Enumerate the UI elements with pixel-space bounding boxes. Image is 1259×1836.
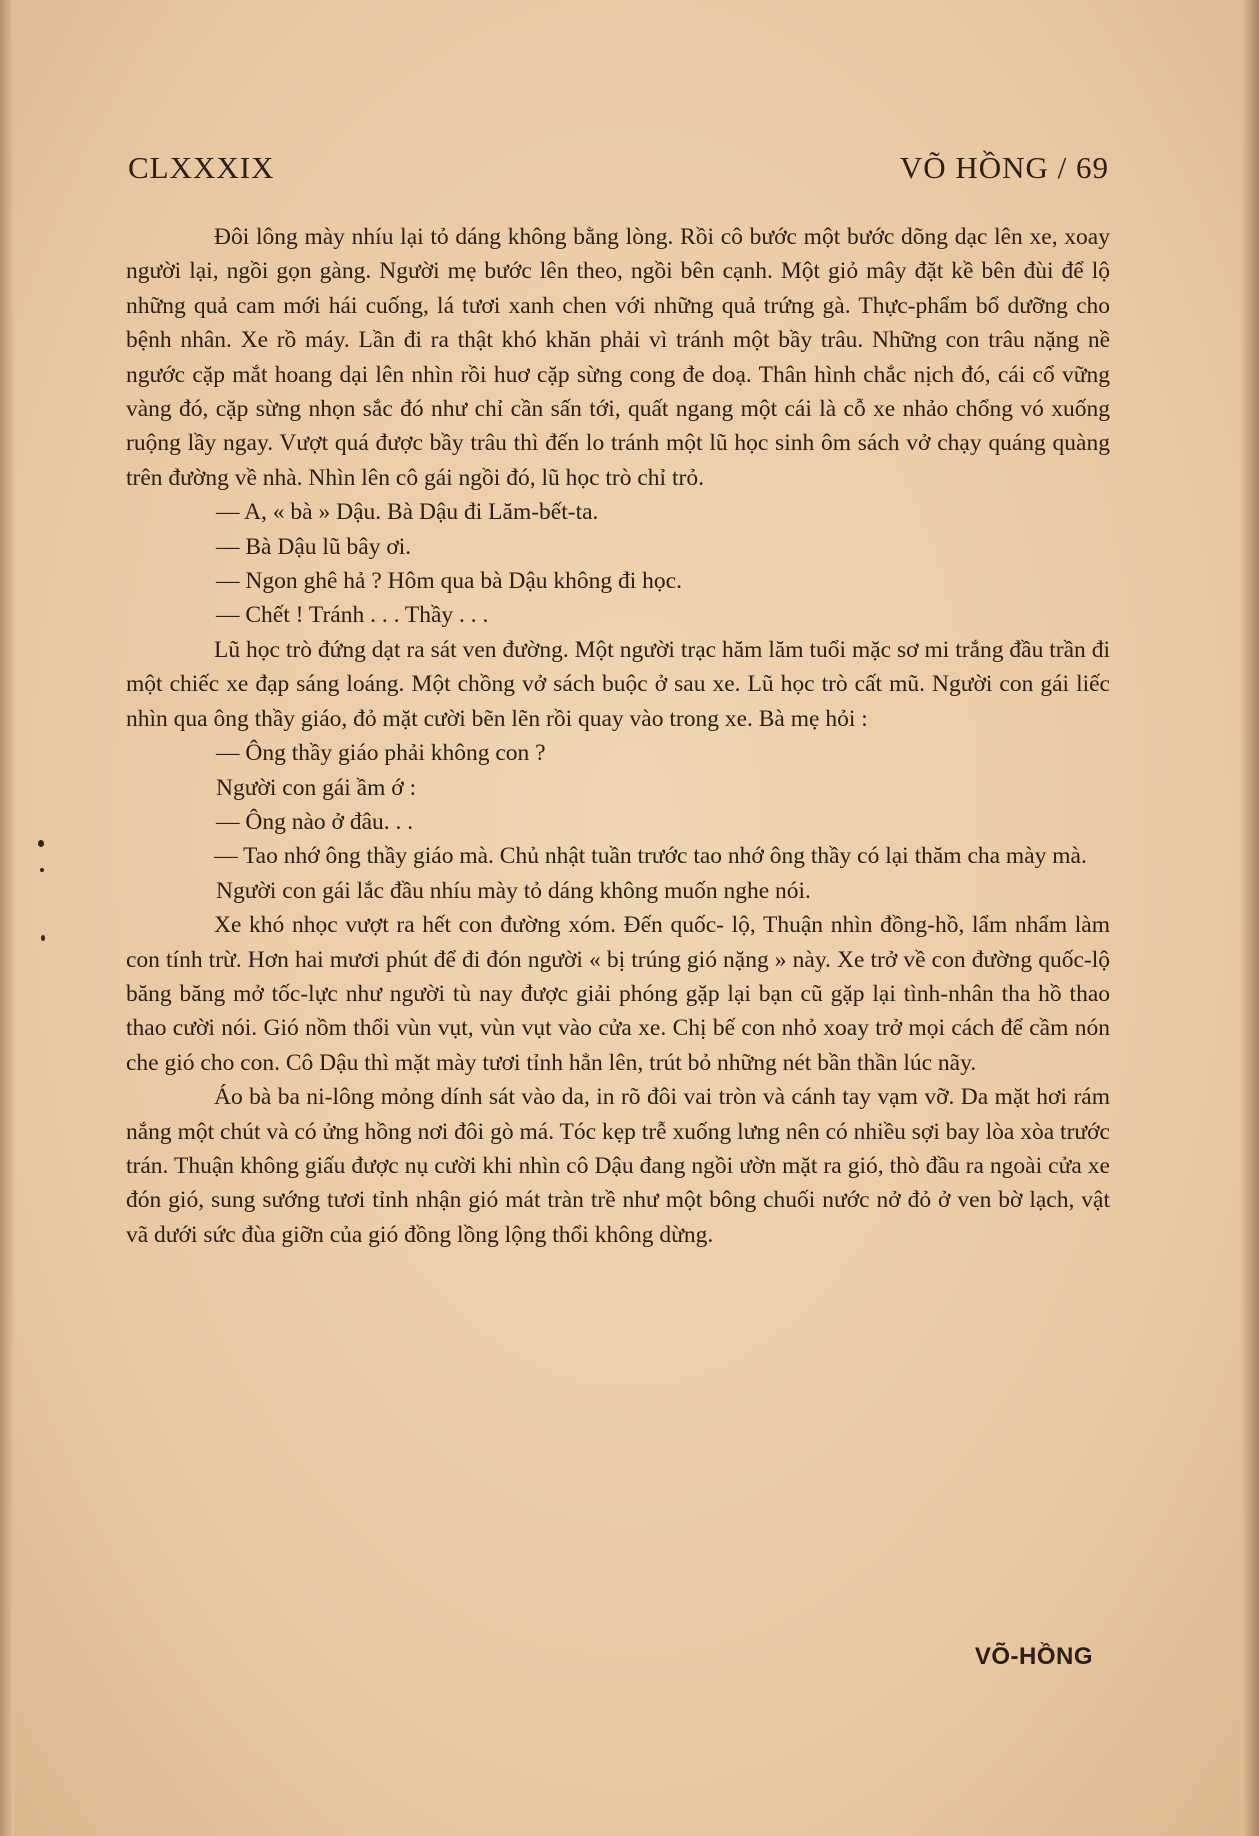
ink-spot	[40, 868, 44, 872]
issue-number: CLXXXIX	[128, 150, 275, 185]
paragraph: Áo bà ba ni-lông mỏng dính sát vào da, in rõ đôi vai tròn và cánh tay vạm vỡ. Da mặt hơi rám nắng một chút và có ửng hồng nơi đôi gò má. Tóc kẹp trễ xuống lưng nên có nhiều sợi bay lòa xòa trước trán. Thuận không giấu được nụ cười khi nhìn cô Dậu đang ngồi ườn mặt ra gió, thò đầu ra ngoài cửa xe đón gió, sung sướng tươi tỉnh nhận gió mát tràn trề như một bông chuối nước nở đỏ ở ven bờ lạch, vật vã dưới sức đùa giỡn của gió đồng lồng lộng thổi không dừng.	[126, 1084, 1110, 1248]
paragraph: Đôi lông mày nhíu lại tỏ dáng không bằng lòng. Rồi cô bước một bước dõng dạc lên xe, xoay người lại, ngồi gọn gàng. Người mẹ bước lên theo, ngồi bên cạnh. Một giỏ mây đặt kề bên đùi để lộ những quả cam mới hái cuống, lá tươi xanh chen với những quả trứng gà. Thực-phẩm bổ dưỡng cho bệnh nhân. Xe rồ máy. Lần đi ra thật khó khăn phải vì tránh một bầy trâu. Những con trâu nặng nề ngước cặp mắt hoang dại lên nhìn rồi huơ cặp sừng cong đe doạ. Thân hình chắc nịch đó, cái cổ vững vàng đó, cặp sừng nhọn sắc đó như chỉ cần sấn tới, quất ngang một cái là cỗ xe nhảo chổng vó xuống ruộng lầy ngay. Vượt quá được bầy trâu thì đến lo tránh một lũ học sinh ôm sách vở chạy quáng quàng trên đường về nhà. Nhìn lên cô gái ngồi đó, lũ học trò chỉ trỏ.	[126, 224, 1110, 491]
dialogue-line: — A, « bà » Dậu. Bà Dậu đi Lăm-bết-ta.	[216, 499, 599, 526]
dialogue-line: — Bà Dậu lũ bây ơi.	[216, 533, 412, 560]
dialogue-line: — Ngon ghê hả ? Hôm qua bà Dậu không đi học.	[216, 568, 682, 595]
ink-spot	[41, 935, 45, 941]
page-edge-left	[0, 0, 14, 1836]
paragraph: Lũ học trò đứng dạt ra sát ven đường. Một người trạc hăm lăm tuổi mặc sơ mi trắng đầu trần đi một chiếc xe đạp sáng loáng. Một chồng vở sách buộc ở sau xe. Lũ học trò cất mũ. Người con gái liếc nhìn qua ông thầy giáo, đỏ mặt cười bẽn lẽn rồi quay vào trong xe. Bà mẹ hỏi :	[126, 636, 1110, 732]
dialogue-line: — Ông thầy giáo phải không con ?	[216, 740, 546, 767]
author-page-number: VÕ HỒNG / 69	[899, 150, 1109, 185]
ink-spot	[38, 840, 44, 847]
dialogue-line: Người con gái lắc đầu nhíu mày tỏ dáng không muốn nghe nói.	[216, 877, 811, 904]
dialogue-line: Người con gái ầm ớ :	[216, 774, 417, 801]
dialogue-line: — Chết ! Tránh . . . Thầy . . .	[216, 602, 489, 629]
article-body	[126, 220, 1110, 1252]
paragraph: Xe khó nhọc vượt ra hết con đường xóm. Đến quốc- lộ, Thuận nhìn đồng-hồ, lẩm nhẩm làm con tính trừ. Hơn hai mươi phút để đi đón người « bị trúng gió nặng » này. Xe trở về con đường quốc-lộ băng băng mở tốc-lực như người tù nay được giải phóng gặp lại bạn cũ gặp lại tình-nhân tha hồ thao thao cười nói. Gió nồm thổi vùn vụt, vùn vụt vào cửa xe. Chị bế con nhỏ xoay trở mọi cách để cầm nón che gió cho con. Cô Dậu thì mặt mày tươi tỉnh hẳn lên, trút bỏ những nét bần thần lúc nãy.	[126, 912, 1110, 1076]
paragraph: — Tao nhớ ông thầy giáo mà. Chủ nhật tuần trước tao nhớ ông thầy có lại thăm cha mày mà.	[214, 843, 1087, 870]
dialogue-line: — Ông nào ở đâu. . .	[216, 808, 414, 835]
author-signature: VÕ-HỒNG	[974, 1643, 1093, 1670]
page-header	[128, 150, 1109, 200]
page-edge-right	[1241, 0, 1259, 1836]
